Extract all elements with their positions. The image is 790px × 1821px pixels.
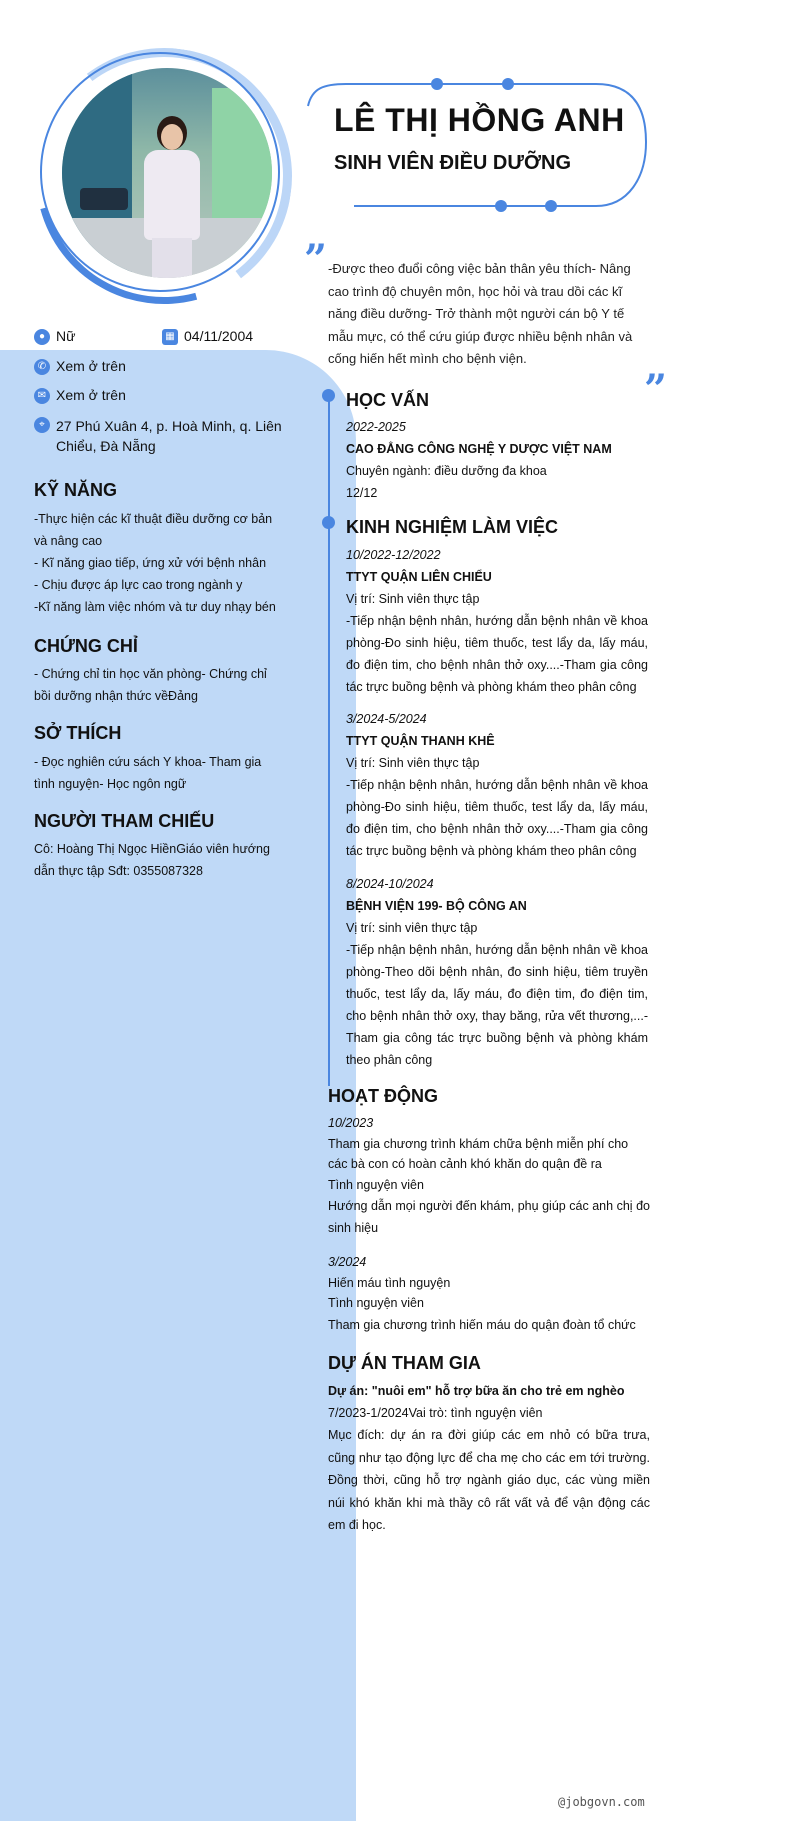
project-entry [328, 1380, 650, 1537]
experience-entry [346, 873, 648, 1071]
experience-desc: -Tiếp nhận bệnh nhân, hướng dẫn bệnh nhân về khoa phòng-Đo sinh hiệu, tiêm thuốc, test lẩy da, lấy máu, đo điện tim, cho bệnh nhân thở oxy....-Tham gia công tác trực buồng bệnh và phòng khám theo phân công [346, 614, 648, 694]
name-frame [306, 78, 652, 218]
experience-entry [346, 708, 648, 862]
dob-row [162, 328, 253, 345]
mail-icon: ✉ [34, 388, 50, 404]
skill-item: -Kĩ năng làm việc nhóm và tư duy nhạy bén [34, 600, 276, 614]
timeline-line [328, 394, 330, 1086]
experience-date: 8/2024-10/2024 [346, 877, 434, 891]
references-text: Cô: Hoàng Thị Ngọc HiềnGiáo viên hướng dẫn thực tập Sđt: 0355087328 [34, 842, 270, 878]
address-value: 27 Phú Xuân 4, p. Hoà Minh, q. Liên Chiểu, Đà Nẵng [56, 418, 282, 454]
certificates-heading: CHỨNG CHỈ [34, 636, 138, 656]
certificates-text: - Chứng chỉ tin học văn phòng- Chứng chỉ bồi dưỡng nhận thức vềĐảng [34, 667, 267, 703]
education-grade: 12/12 [346, 486, 378, 500]
dob-value: 04/11/2004 [184, 328, 254, 344]
activity-date: 10/2023 [328, 1116, 374, 1130]
education-heading: HỌC VẤN [346, 390, 430, 410]
profile-photo [62, 68, 272, 278]
experience-position: Vị trí: sinh viên thực tập [346, 921, 478, 935]
activity-desc: Hướng dẫn mọi người đến khám, phụ giúp các anh chị đo sinh hiệu [328, 1199, 650, 1235]
school-name: CAO ĐẲNG CÔNG NGHỆ Y DƯỢC VIỆT NAM [346, 442, 612, 456]
experience-date: 10/2022-12/2022 [346, 548, 441, 562]
experience-position: Vị trí: Sinh viên thực tập [346, 756, 480, 770]
gender-value: Nữ [56, 328, 76, 344]
skills-heading: KỸ NĂNG [34, 480, 118, 500]
activity-entry [328, 1113, 650, 1239]
projects-heading: DỰ ÁN THAM GIA [328, 1353, 481, 1373]
timeline-dot [322, 389, 335, 402]
experience-org: TTYT QUẬN LIÊN CHIỂU [346, 570, 492, 584]
address-row [34, 416, 284, 456]
location-pin-icon: ⌖ [34, 417, 50, 433]
timeline-dot [322, 516, 335, 529]
experience-org: TTYT QUẬN THANH KHÊ [346, 734, 495, 748]
activity-entry [328, 1252, 650, 1336]
gender-row [34, 328, 75, 345]
job-title: SINH VIÊN ĐIỀU DƯỠNG [334, 152, 572, 174]
email-value: Xem ở trên [56, 387, 126, 403]
skill-item: - Kĩ năng giao tiếp, ứng xử với bệnh nhân [34, 556, 267, 570]
education-date: 2022-2025 [346, 420, 406, 434]
activity-role: Tình nguyện viên [328, 1177, 424, 1192]
project-name: Dự án: "nuôi em" hỗ trợ bữa ăn cho trẻ em nghèo [328, 1384, 625, 1398]
activities-heading: HOẠT ĐỘNG [328, 1086, 438, 1106]
hobbies-heading: SỞ THÍCH [34, 723, 122, 743]
career-objective: -Được theo đuổi công việc bản thân yêu thích- Nâng cao trình độ chuyên môn, học hỏi và trau dồi các kĩ năng điều dưỡng- Trở thành một người cán bộ Y tế mẫu mực, có thể cứu giúp được nhiều bệnh nhân và cống hiến hết mình cho bệnh viện. [328, 261, 633, 366]
open-quote-icon: ” [304, 236, 328, 283]
skill-item: - Chịu được áp lực cao trong ngành y [34, 578, 243, 592]
phone-value: Xem ở trên [56, 358, 126, 374]
experience-position: Vị trí: Sinh viên thực tập [346, 592, 480, 606]
calendar-icon: ▦ [162, 329, 178, 345]
hobbies-text: - Đọc nghiên cứu sách Y khoa- Tham gia tình nguyện- Học ngôn ngữ [34, 755, 262, 791]
activity-desc: Tham gia chương trình hiến máu do quận đoàn tổ chức [328, 1317, 636, 1332]
skill-item: -Thực hiện các kĩ thuật điều dưỡng cơ bản và nâng cao [34, 512, 273, 548]
watermark: @jobgovn.com [558, 1795, 645, 1809]
skills-list [34, 508, 282, 618]
experience-desc: -Tiếp nhận bệnh nhân, hướng dẫn bệnh nhân về khoa phòng-Theo dõi bệnh nhân, đo sinh hiệu, tiêm truyền thuốc, test lẩy da, lấy máu, đo điện tim, đo điện tim, cho bệnh nhân thở oxy, thay băng, rửa vết thương,...-Tham gia công tác trực buồng bệnh và phòng khám theo phân công [346, 943, 648, 1067]
phone-row [34, 358, 126, 375]
phone-icon: ✆ [34, 359, 50, 375]
project-desc: Mục đích: dự án ra đời giúp các em nhỏ có bữa trưa, cũng như tạo động lực để cha mẹ cho các em tới trường. Đồng thời, cũng hỗ trợ ngành giáo dục, các vùng miền núi khó khăn khi mà thầy cô rất vất vả để vận động các em đi học. [328, 1428, 650, 1532]
full-name: LÊ THỊ HỒNG ANH [334, 102, 625, 138]
email-row [34, 387, 126, 404]
avatar [36, 48, 292, 304]
activity-name: Tham gia chương trình khám chữa bệnh miễn phí cho các bà con có hoàn cảnh khó khăn do quận đề ra [328, 1136, 629, 1171]
activity-role: Tình nguyện viên [328, 1296, 424, 1310]
user-icon: ● [34, 329, 50, 345]
experience-org: BỆNH VIỆN 199- BỘ CÔNG AN [346, 899, 527, 913]
experience-date: 3/2024-5/2024 [346, 712, 427, 726]
education-entry [346, 416, 648, 504]
close-quote-icon: ” [644, 366, 668, 413]
project-period: 7/2023-1/2024Vai trò: tình nguyện viên [328, 1406, 543, 1420]
experience-entry [346, 544, 648, 698]
experience-desc: -Tiếp nhận bệnh nhân, hướng dẫn bệnh nhân về khoa phòng-Đo sinh hiệu, tiêm thuốc, test lẩy da, lấy máu, đo điện tim, cho bệnh nhân thở oxy....-Tham gia công tác trực buồng bệnh và phòng khám theo phân công [346, 778, 648, 858]
experience-heading: KINH NGHIỆM LÀM VIỆC [346, 517, 559, 537]
references-heading: NGƯỜI THAM CHIẾU [34, 811, 215, 831]
activity-name: Hiến máu tình nguyện [328, 1275, 451, 1290]
education-major: Chuyên ngành: điều dưỡng đa khoa [346, 464, 547, 478]
activity-date: 3/2024 [328, 1255, 367, 1269]
